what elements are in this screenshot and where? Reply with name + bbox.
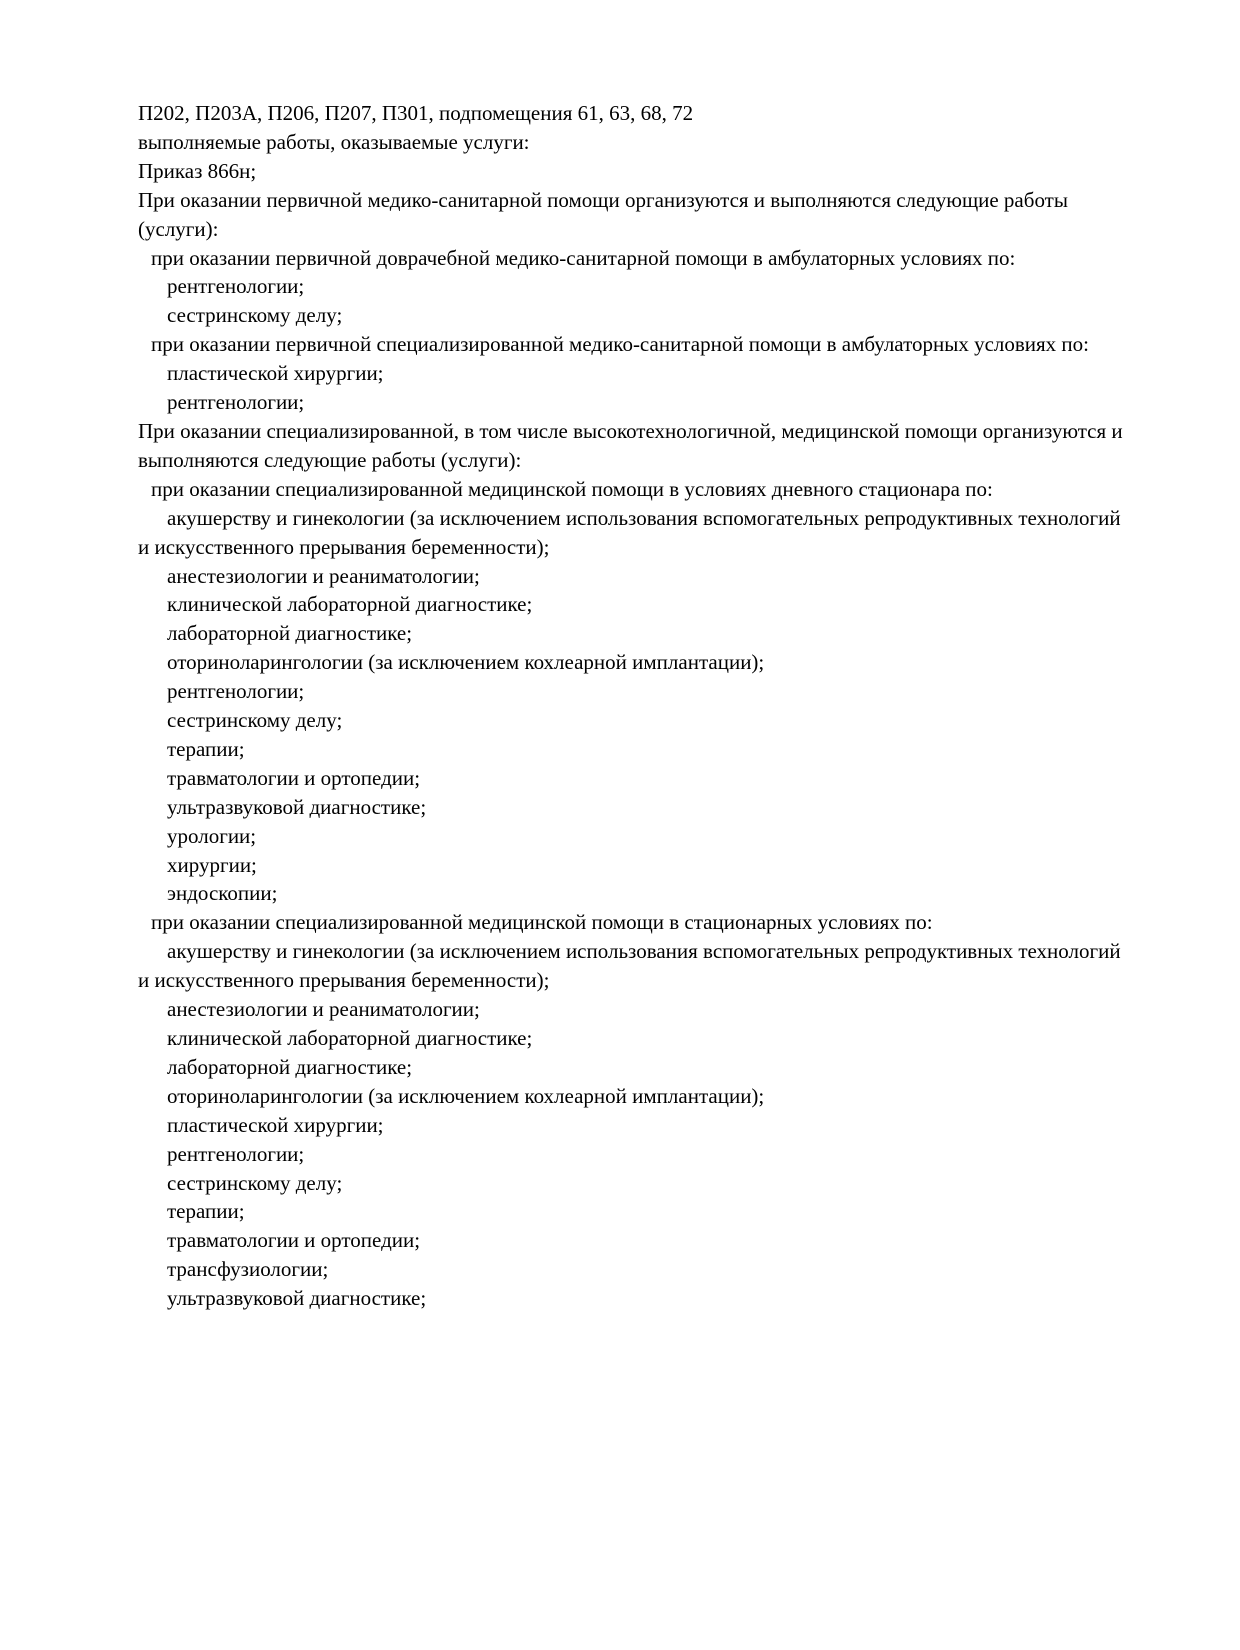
paragraph: рентгенологии;	[167, 390, 305, 415]
paragraph: Приказ 866н;	[138, 158, 257, 183]
paragraph: при оказании специализированной медицинской помощи в условиях дневного стационара по:	[151, 476, 993, 501]
paragraph: терапии;	[167, 736, 245, 761]
paragraph: лабораторной диагностике;	[167, 621, 413, 646]
paragraph: рентгенологии;	[167, 679, 305, 704]
paragraph: травматологии и ортопедии;	[167, 1228, 421, 1253]
paragraph: оториноларингологии (за исключением кохлеарной имплантации);	[167, 650, 765, 675]
paragraph: оториноларингологии (за исключением кохлеарной имплантации);	[167, 1083, 765, 1108]
paragraph: при оказании первичной доврачебной медико-санитарной помощи в амбулаторных условиях по:	[151, 245, 1016, 270]
paragraph: При оказании специализированной, в том числе высокотехнологичной, медицинской помощи организуются и выполняются следующие работы (услуги):	[138, 418, 1123, 472]
paragraph: ультразвуковой диагностике;	[167, 794, 427, 819]
paragraph: пластической хирургии;	[167, 361, 384, 386]
paragraph: трансфузиологии;	[167, 1257, 329, 1282]
paragraph: пластической хирургии;	[167, 1112, 384, 1137]
paragraph: рентгенологии;	[167, 1141, 305, 1166]
paragraph: акушерству и гинекологии (за исключением использования вспомогательных репродуктивных технологий и искусственного прерывания беременности);	[138, 505, 1121, 559]
paragraph: акушерству и гинекологии (за исключением использования вспомогательных репродуктивных технологий и искусственного прерывания беременности);	[138, 939, 1121, 993]
paragraph: ультразвуковой диагностике;	[167, 1286, 427, 1311]
paragraph: рентгенологии;	[167, 274, 305, 299]
paragraph: сестринскому делу;	[167, 1170, 343, 1195]
paragraph: анестезиологии и реаниматологии;	[167, 563, 480, 588]
paragraph: анестезиологии и реаниматологии;	[167, 997, 480, 1022]
paragraph: хирургии;	[167, 852, 257, 877]
paragraph: при оказании первичной специализированной медико-санитарной помощи в амбулаторных условиях по:	[151, 332, 1090, 357]
paragraph: травматологии и ортопедии;	[167, 765, 421, 790]
paragraph: выполняемые работы, оказываемые услуги:	[138, 129, 530, 154]
paragraph: клинической лабораторной диагностике;	[167, 592, 533, 617]
paragraph: эндоскопии;	[167, 881, 278, 906]
document-content	[138, 99, 1123, 1313]
paragraph: При оказании первичной медико-санитарной помощи организуются и выполняются следующие работы (услуги):	[138, 187, 1068, 241]
paragraph: сестринскому делу;	[167, 708, 343, 733]
paragraph: при оказании специализированной медицинской помощи в стационарных условиях по:	[151, 910, 933, 935]
paragraph: лабораторной диагностике;	[167, 1054, 413, 1079]
paragraph: урологии;	[167, 823, 257, 848]
paragraph: сестринскому делу;	[167, 303, 343, 328]
paragraph: терапии;	[167, 1199, 245, 1224]
paragraph: клинической лабораторной диагностике;	[167, 1026, 533, 1050]
paragraph: П202, П203А, П206, П207, П301, подпомещения 61, 63, 68, 72	[138, 101, 694, 125]
